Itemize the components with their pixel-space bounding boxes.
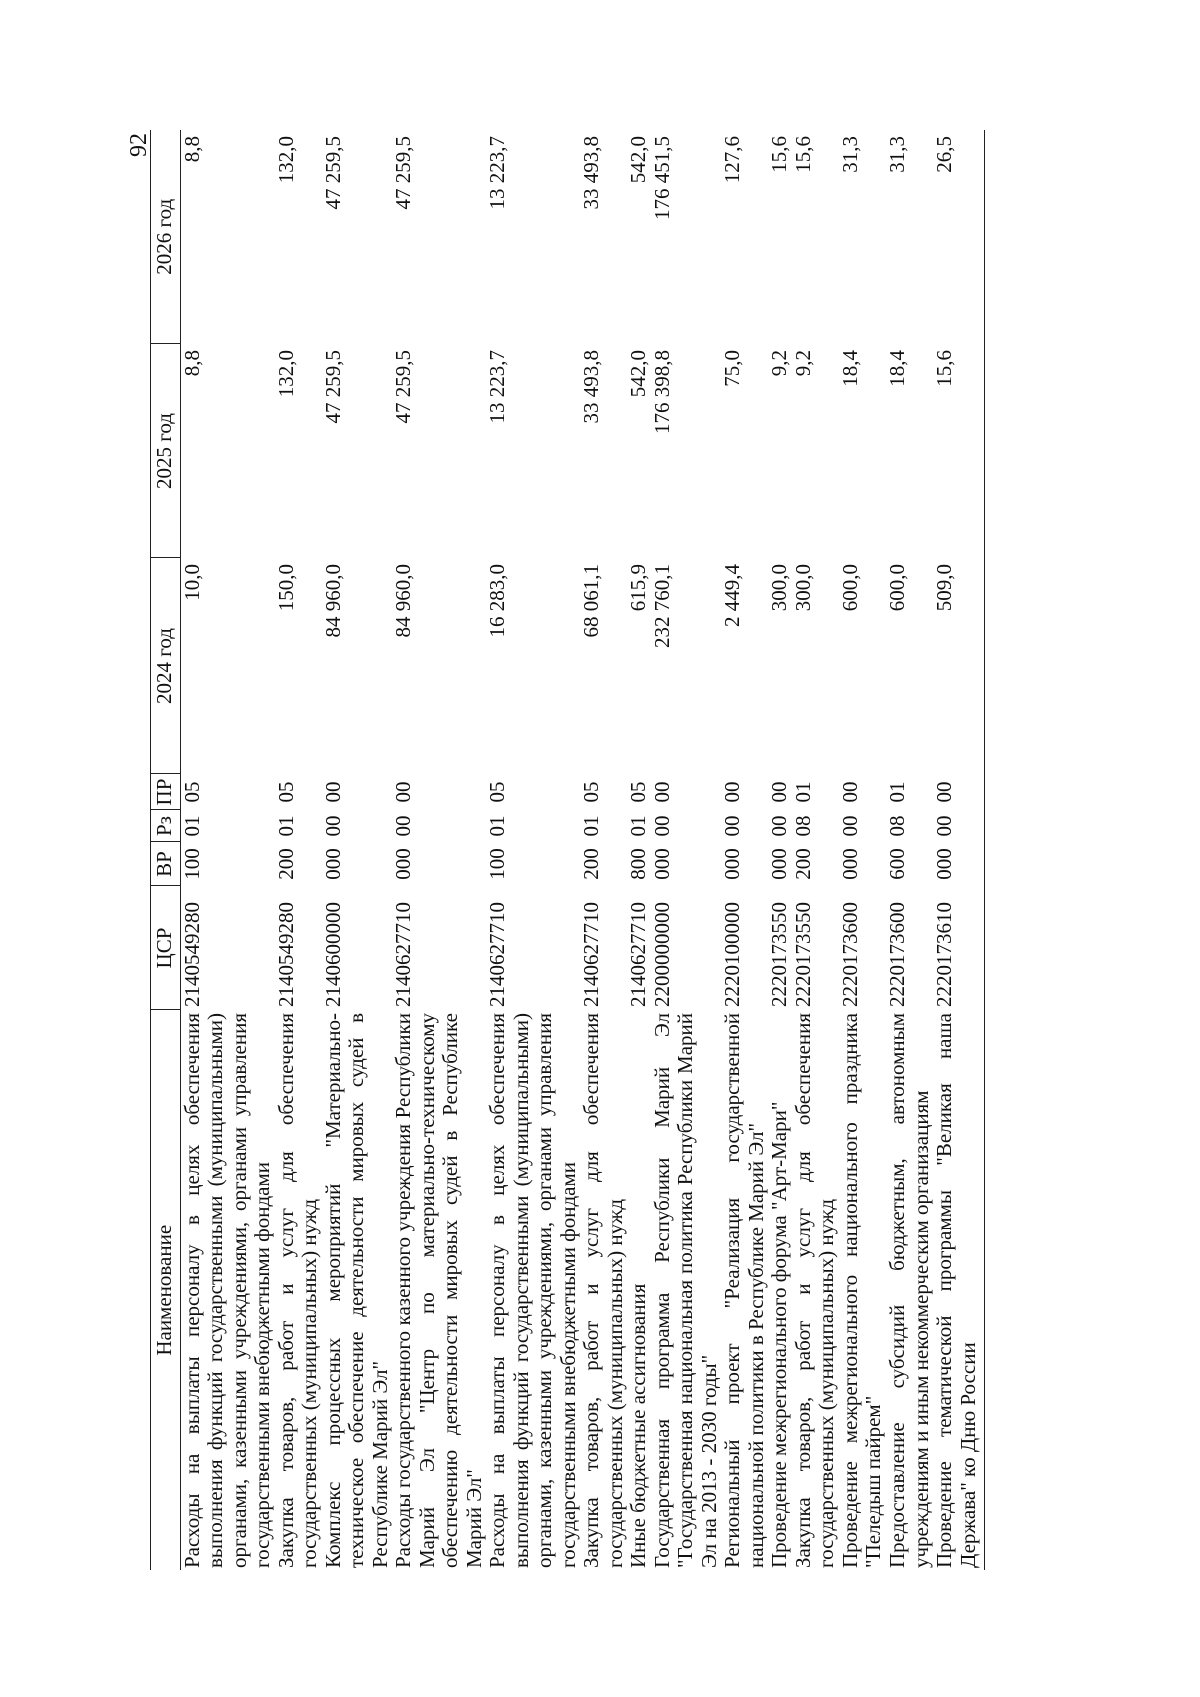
cell-2026: 31,3	[884, 136, 909, 173]
cell-2024: 300,0	[767, 564, 792, 612]
cell-vr: 000	[720, 848, 745, 880]
cell-csr: 2140627710	[626, 902, 651, 1007]
table-row	[322, 130, 393, 1570]
cell-2025: 33 493,8	[579, 350, 604, 424]
cell-pr: 00	[391, 781, 416, 803]
cell-name: Расходы государственного казенного учреждения Республики Марий Эл "Центр по материально-техническому обеспечению деятельности мировых судей в Республике Марий Эл"	[391, 1013, 486, 1568]
cell-2024: 10,0	[179, 564, 204, 601]
cell-rz: 01	[626, 815, 651, 837]
cell-rz: 00	[933, 810, 985, 842]
cell-rz: 01	[579, 815, 604, 837]
cell-2026: 15,6	[767, 136, 792, 173]
cell-name: Комплекс процессных мероприятий "Материально-техническое обеспечение деятельности мировых судей в Республике Марий Эл"	[320, 1013, 392, 1568]
cell-2024: 84 960,0	[320, 564, 345, 638]
table-header-row	[151, 130, 181, 1570]
cell-vr: 100	[179, 848, 204, 880]
header-csr: ЦСР	[151, 886, 181, 1010]
cell-2026: 542,0	[626, 136, 651, 184]
cell-2024: 615,9	[626, 564, 651, 612]
cell-2026: 13 223,7	[485, 136, 510, 210]
cell-csr: 2220100000	[720, 902, 745, 1007]
table-row	[886, 130, 933, 1570]
cell-vr: 100	[485, 848, 510, 880]
cell-name: Расходы на выплаты персоналу в целях обеспечения выполнения функций государственными (муниципальными) органами, казенными учреждениями, органами управления государственными внебюджетными фондами	[485, 1013, 580, 1568]
cell-2024: 2 449,4	[720, 564, 745, 627]
cell-csr: 2140627710	[579, 902, 604, 1007]
table-row	[180, 130, 275, 1570]
cell-csr: 2140600000	[320, 902, 345, 1007]
cell-vr: 800	[626, 848, 651, 880]
cell-2026: 47 259,5	[320, 136, 345, 210]
header-pr: ПР	[151, 774, 181, 810]
cell-vr: 000	[933, 842, 985, 886]
table-row	[486, 130, 580, 1570]
cell-2024: 300,0	[790, 564, 815, 612]
cell-2026: 31,3	[837, 136, 862, 173]
cell-2025: 9,2	[767, 350, 792, 377]
cell-rz: 01	[485, 815, 510, 837]
cell-2026: 33 493,8	[579, 136, 604, 210]
cell-2025: 176 398,8	[649, 350, 674, 434]
header-2025: 2025 год	[151, 344, 181, 558]
cell-2025: 18,4	[884, 350, 909, 387]
cell-csr: 2140627710	[485, 902, 510, 1007]
cell-2024: 600,0	[884, 564, 909, 612]
table-row	[651, 130, 722, 1570]
cell-2026: 176 451,5	[649, 136, 674, 220]
table-body	[180, 130, 985, 1570]
cell-name: Закупка товаров, работ и услуг для обеспечения государственных (муниципальных) нужд	[579, 1013, 627, 1568]
cell-pr: 05	[626, 781, 651, 803]
cell-2026: 8,8	[179, 136, 204, 163]
cell-pr: 01	[790, 781, 815, 803]
cell-2024: 150,0	[273, 564, 298, 612]
cell-2025: 47 259,5	[320, 350, 345, 424]
cell-vr: 000	[320, 848, 345, 880]
cell-rz: 00	[391, 815, 416, 837]
table-row	[721, 130, 768, 1570]
cell-2025: 18,4	[837, 350, 862, 387]
cell-vr: 000	[837, 848, 862, 880]
cell-rz: 00	[837, 815, 862, 837]
table-row	[933, 130, 985, 1570]
cell-name: Региональный проект "Реализация государственной национальной политики в Республике Марий Эл"	[720, 1013, 768, 1568]
table-row	[792, 130, 839, 1570]
cell-csr: 2140549280	[273, 902, 298, 1007]
cell-vr: 000	[767, 848, 792, 880]
cell-csr: 2220173550	[790, 902, 815, 1007]
cell-rz: 00	[649, 815, 674, 837]
cell-2025: 13 223,7	[485, 350, 510, 424]
cell-csr: 2200000000	[649, 902, 674, 1007]
cell-vr: 000	[391, 848, 416, 880]
cell-pr: 05	[179, 781, 204, 803]
cell-2025: 15,6	[933, 344, 985, 558]
table-row	[275, 130, 322, 1570]
cell-2024: 16 283,0	[485, 564, 510, 638]
cell-2026: 26,5	[933, 130, 985, 344]
header-vr: ВР	[151, 842, 181, 886]
cell-vr: 000	[649, 848, 674, 880]
header-2026: 2026 год	[151, 130, 181, 344]
budget-table	[150, 130, 985, 1570]
cell-2025: 75,0	[720, 350, 745, 387]
cell-pr: 00	[767, 781, 792, 803]
header-2024: 2024 год	[151, 558, 181, 774]
cell-pr: 00	[837, 781, 862, 803]
cell-csr: 2220173600	[884, 902, 909, 1007]
cell-name: Иные бюджетные ассигнования	[626, 1283, 651, 1568]
cell-pr: 05	[273, 781, 298, 803]
cell-rz: 00	[720, 815, 745, 837]
cell-vr: 200	[790, 848, 815, 880]
cell-2024: 509,0	[933, 558, 985, 774]
cell-name: Предоставление субсидий бюджетным, автономным учреждениям и иным некоммерческим организациям	[884, 1013, 933, 1568]
cell-rz: 00	[320, 815, 345, 837]
cell-pr: 00	[320, 781, 345, 803]
cell-2026: 127,6	[720, 136, 745, 184]
cell-2025: 8,8	[179, 350, 204, 377]
cell-pr: 00	[649, 781, 674, 803]
table-row	[580, 130, 627, 1570]
cell-name: Закупка товаров, работ и услуг для обеспечения государственных (муниципальных) нужд	[790, 1013, 839, 1568]
cell-rz: 01	[273, 815, 298, 837]
cell-csr: 2220173600	[837, 902, 862, 1007]
cell-pr: 00	[933, 774, 985, 810]
cell-2025: 132,0	[273, 350, 298, 398]
cell-name: Проведение межрегионального форума "Арт-Мари"	[767, 1101, 792, 1568]
cell-csr: 2140549280	[179, 902, 204, 1007]
cell-2026: 132,0	[273, 136, 298, 184]
cell-name: Государственная программа Республики Марий Эл "Государственная национальная политика Республики Марий Эл на 2013 - 2030 годы"	[649, 1013, 721, 1568]
cell-2024: 600,0	[837, 564, 862, 612]
table-row	[627, 130, 651, 1570]
cell-csr: 2220173550	[767, 902, 792, 1007]
cell-rz: 00	[767, 815, 792, 837]
cell-name: Проведение тематической программы "Великая наша Держава" ко Дню России	[933, 1010, 985, 1570]
cell-2024: 68 061,1	[579, 564, 604, 638]
cell-2025: 542,0	[626, 350, 651, 398]
cell-vr: 600	[884, 848, 909, 880]
cell-name: Закупка товаров, работ и услуг для обеспечения государственных (муниципальных) нужд	[273, 1013, 322, 1568]
cell-2025: 47 259,5	[391, 350, 416, 424]
cell-2026: 47 259,5	[391, 136, 416, 210]
header-rz: Рз	[151, 810, 181, 842]
cell-rz: 01	[179, 815, 204, 837]
cell-2024: 232 760,1	[649, 564, 674, 648]
cell-rz: 08	[790, 815, 815, 837]
cell-name: Проведение межрегионального национального праздника "Пеледыш пайрем"	[837, 1013, 886, 1568]
cell-pr: 05	[485, 781, 510, 803]
cell-vr: 200	[579, 848, 604, 880]
cell-csr: 2220173610	[933, 886, 985, 1010]
cell-csr: 2140627710	[391, 902, 416, 1007]
cell-rz: 08	[884, 815, 909, 837]
cell-pr: 05	[579, 781, 604, 803]
header-name: Наименование	[151, 1010, 181, 1570]
cell-pr: 01	[884, 781, 909, 803]
cell-2024: 84 960,0	[391, 564, 416, 638]
table-row	[839, 130, 886, 1570]
cell-name: Расходы на выплаты персоналу в целях обеспечения выполнения функций государственными (муниципальными) органами, казенными учреждениями, органами управления государственными внебюджетными фондами	[179, 1013, 275, 1568]
cell-2025: 9,2	[790, 350, 815, 377]
table-row	[768, 130, 792, 1570]
cell-vr: 200	[273, 848, 298, 880]
cell-pr: 00	[720, 781, 745, 803]
page-number: 92	[126, 133, 152, 157]
table-row	[392, 130, 486, 1570]
cell-2026: 15,6	[790, 136, 815, 173]
